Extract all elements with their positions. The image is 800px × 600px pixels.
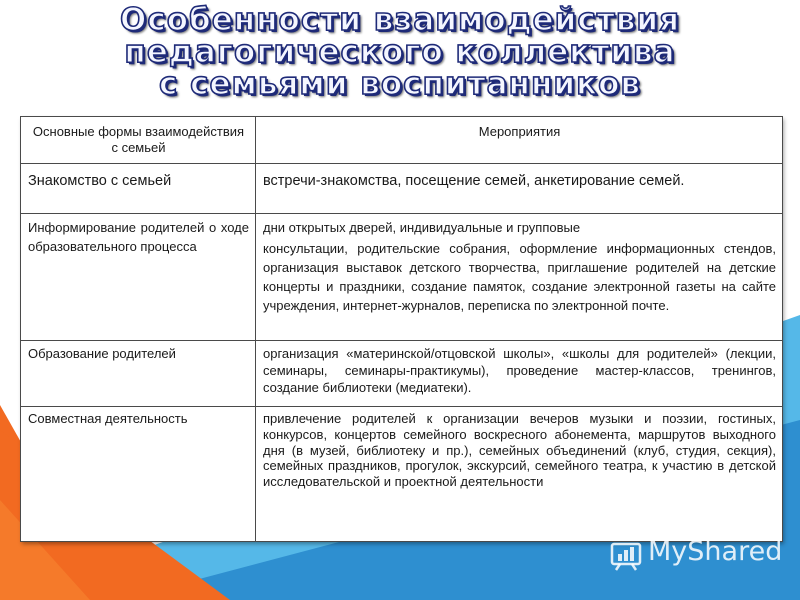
interaction-table	[20, 116, 782, 541]
row-2-events	[256, 214, 783, 341]
watermark-text: MyShared	[648, 536, 783, 567]
table	[20, 116, 783, 542]
title-line-1: Особенности взаимодействия	[120, 2, 680, 38]
row-3-events: организация «материнской/отцовской школы», «школы для родителей» (лекции, семинары, семинары-практикумы), проведение мастер-классов, тренингов, создание библиотеки (медиатеки).	[256, 341, 783, 407]
table-row	[21, 164, 783, 214]
table-row	[21, 407, 783, 542]
header-forms: Основные формы взаимодействия с семьей	[21, 117, 256, 164]
table-row	[21, 341, 783, 407]
title-line-2: педагогического коллектива	[124, 34, 676, 70]
row-2-events-rest: консультации, родительские собрания, оформление информационных стендов, организация выставок детского творчества, приглашение родителей на детские концерты и праздники, создание памяток, создание электронной газеты на сайте учреждения, интернет-журналов, переписка по электронной почте.	[263, 241, 776, 313]
row-3-form: Образование родителей	[21, 341, 256, 407]
table-row	[21, 214, 783, 341]
row-2-events-first-line: дни открытых дверей, индивидуальные и групповые	[263, 220, 581, 235]
watermark	[610, 534, 790, 574]
row-4-form: Совместная деятельность	[21, 407, 256, 542]
header-events: Мероприятия	[256, 117, 783, 164]
row-2-form: Информирование родителей о ходе образовательного процесса	[21, 214, 256, 341]
slide-title	[0, 4, 800, 100]
table-header-row	[21, 117, 783, 164]
title-line-3: с семьями воспитанников	[158, 66, 642, 102]
row-1-form: Знакомство с семьей	[21, 164, 256, 214]
row-4-events: привлечение родителей к организации вечеров музыки и поэзии, гостиных, конкурсов, концертов семейного воскресного абонемента, маршрутов выходного дня (в музей, библиотеку и пр.), семейных объединений (клуб, студия, секция), семейных праздников, прогулок, экскурсий, семейного театра, к участию в детской исследовательской и проектной деятельности	[256, 407, 783, 542]
myshared-logo-icon	[610, 538, 644, 572]
row-1-events: встречи-знакомства, посещение семей, анкетирование семей.	[256, 164, 783, 214]
